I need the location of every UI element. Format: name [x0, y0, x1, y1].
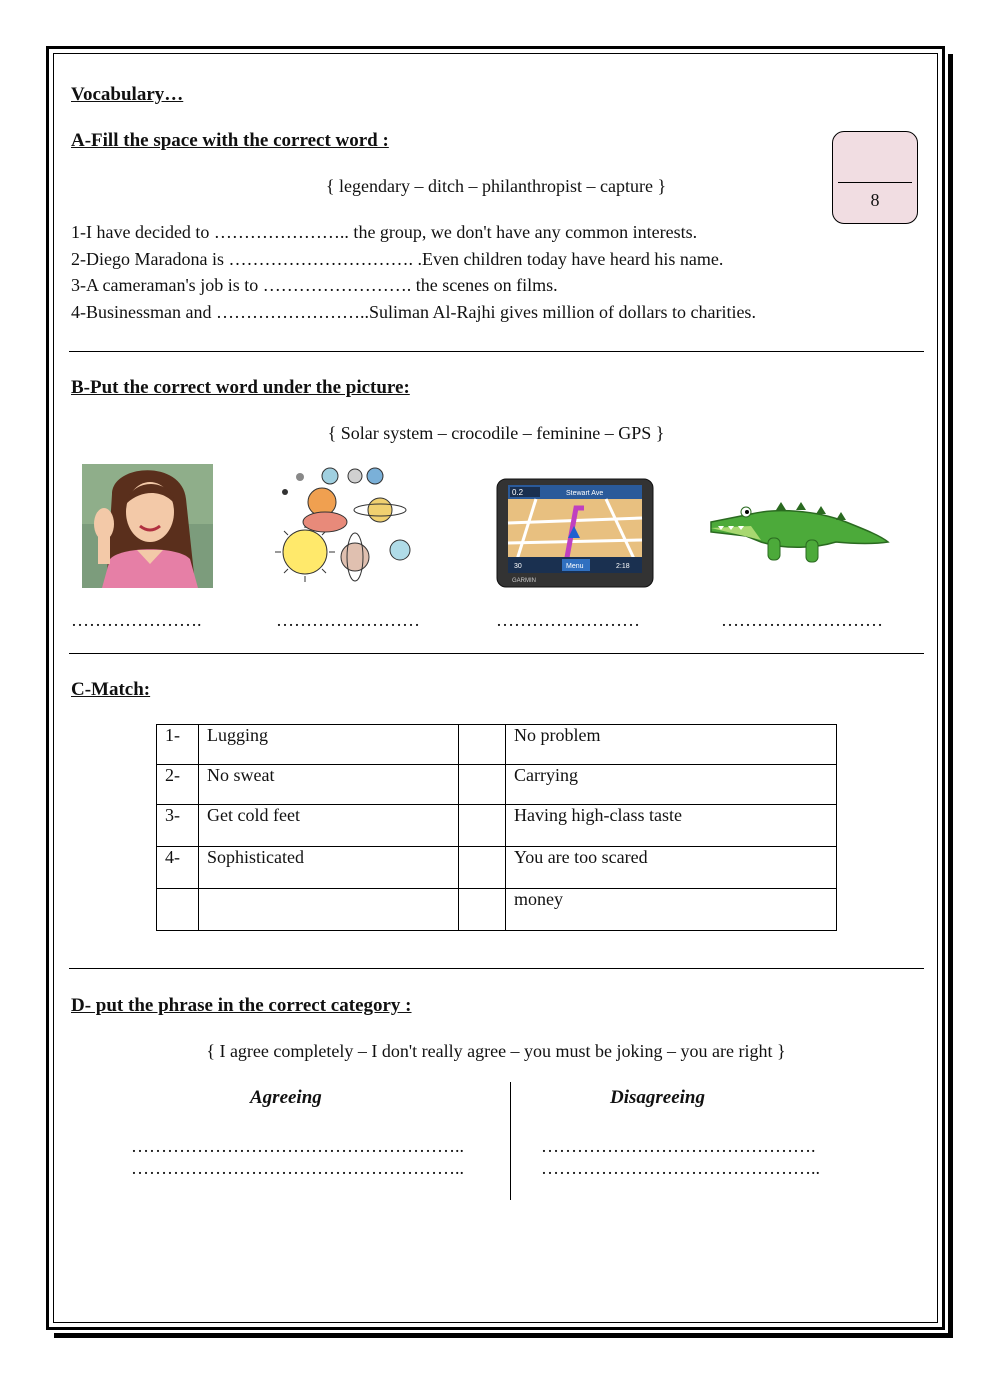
term-cell: [199, 889, 459, 931]
answer-cell[interactable]: [459, 847, 506, 889]
match-table: [156, 724, 837, 931]
picture-blank-4[interactable]: ………………………: [721, 610, 883, 630]
row-number: 2-: [157, 765, 199, 805]
gps-menu: Menu: [566, 563, 584, 570]
answer-cell[interactable]: [459, 765, 506, 805]
table-row: [157, 765, 837, 805]
gps-brand: GARMIN: [512, 578, 536, 584]
crocodile-picture: [706, 492, 891, 572]
section-a-item-2: 2-Diego Maradona is …………………………. .Even children today have heard his name.: [71, 249, 724, 269]
term-cell: Get cold feet: [199, 805, 459, 847]
section-a-item-3: 3-A cameraman's job is to ……………………. the scenes on films.: [71, 275, 558, 295]
agreeing-label: Agreeing: [250, 1087, 322, 1108]
table-row: [157, 889, 837, 931]
picture-blank-1[interactable]: ………………….: [71, 610, 202, 630]
meaning-cell: Carrying: [506, 765, 837, 805]
section-a-heading: A-Fill the space with the correct word :: [71, 130, 389, 151]
term-cell: No sweat: [199, 765, 459, 805]
gps-time: 2:18: [616, 563, 630, 570]
answer-cell[interactable]: [459, 889, 506, 931]
disagreeing-label: Disagreeing: [610, 1087, 705, 1108]
table-row: [157, 725, 837, 765]
section-c-heading: C-Match:: [71, 679, 151, 700]
disagreeing-blank-1[interactable]: ……………………………………….: [541, 1136, 816, 1156]
category-divider: [510, 1082, 511, 1200]
page-border-inner: [53, 53, 938, 1323]
picture-blank-3[interactable]: ……………………: [496, 610, 640, 630]
gps-info: 30: [514, 563, 522, 570]
meaning-cell: money: [506, 889, 837, 931]
meaning-cell: No problem: [506, 725, 837, 765]
woman-picture: [82, 464, 213, 588]
row-number: 1-: [157, 725, 199, 765]
section-b-heading: B-Put the correct word under the picture:: [71, 377, 410, 398]
answer-cell[interactable]: [459, 805, 506, 847]
disagreeing-blank-2[interactable]: ………………………………………..: [541, 1158, 820, 1178]
page-title: Vocabulary…: [71, 84, 184, 105]
agreeing-blank-1[interactable]: ………………………………………………..: [131, 1136, 464, 1156]
section-divider: [69, 653, 924, 654]
table-row: [157, 847, 837, 889]
meaning-cell: You are too scared: [506, 847, 837, 889]
section-d-word-bank: { I agree completely – I don't really agree – you must be joking – you are right }: [206, 1041, 786, 1061]
section-a-word-bank: { legendary – ditch – philanthropist – capture }: [325, 176, 667, 196]
section-d-heading: D- put the phrase in the correct category :: [71, 995, 412, 1016]
row-number: 3-: [157, 805, 199, 847]
score-value: 8: [870, 190, 880, 210]
section-a-item-1: 1-I have decided to ………………….. the group, we don't have any common interests.: [71, 222, 698, 242]
section-divider: [69, 968, 924, 969]
row-number: 4-: [157, 847, 199, 889]
gps-street: Stewart Ave: [566, 490, 604, 497]
section-a-item-4: 4-Businessman and ……………………..Suliman Al-Rajhi gives million of dollars to charities.: [71, 302, 756, 322]
term-cell: Lugging: [199, 725, 459, 765]
agreeing-blank-2[interactable]: ………………………………………………..: [131, 1158, 464, 1178]
section-b-word-bank: { Solar system – crocodile – feminine – GPS }: [327, 423, 665, 443]
solar-system-picture: [270, 462, 425, 592]
gps-picture: [496, 478, 654, 588]
section-divider: [69, 351, 924, 352]
answer-cell[interactable]: [459, 725, 506, 765]
term-cell: Sophisticated: [199, 847, 459, 889]
picture-blank-2[interactable]: ……………………: [276, 610, 420, 630]
table-row: [157, 805, 837, 847]
meaning-cell: Having high-class taste: [506, 805, 837, 847]
gps-distance: 0.2: [512, 488, 524, 497]
row-number: [157, 889, 199, 931]
